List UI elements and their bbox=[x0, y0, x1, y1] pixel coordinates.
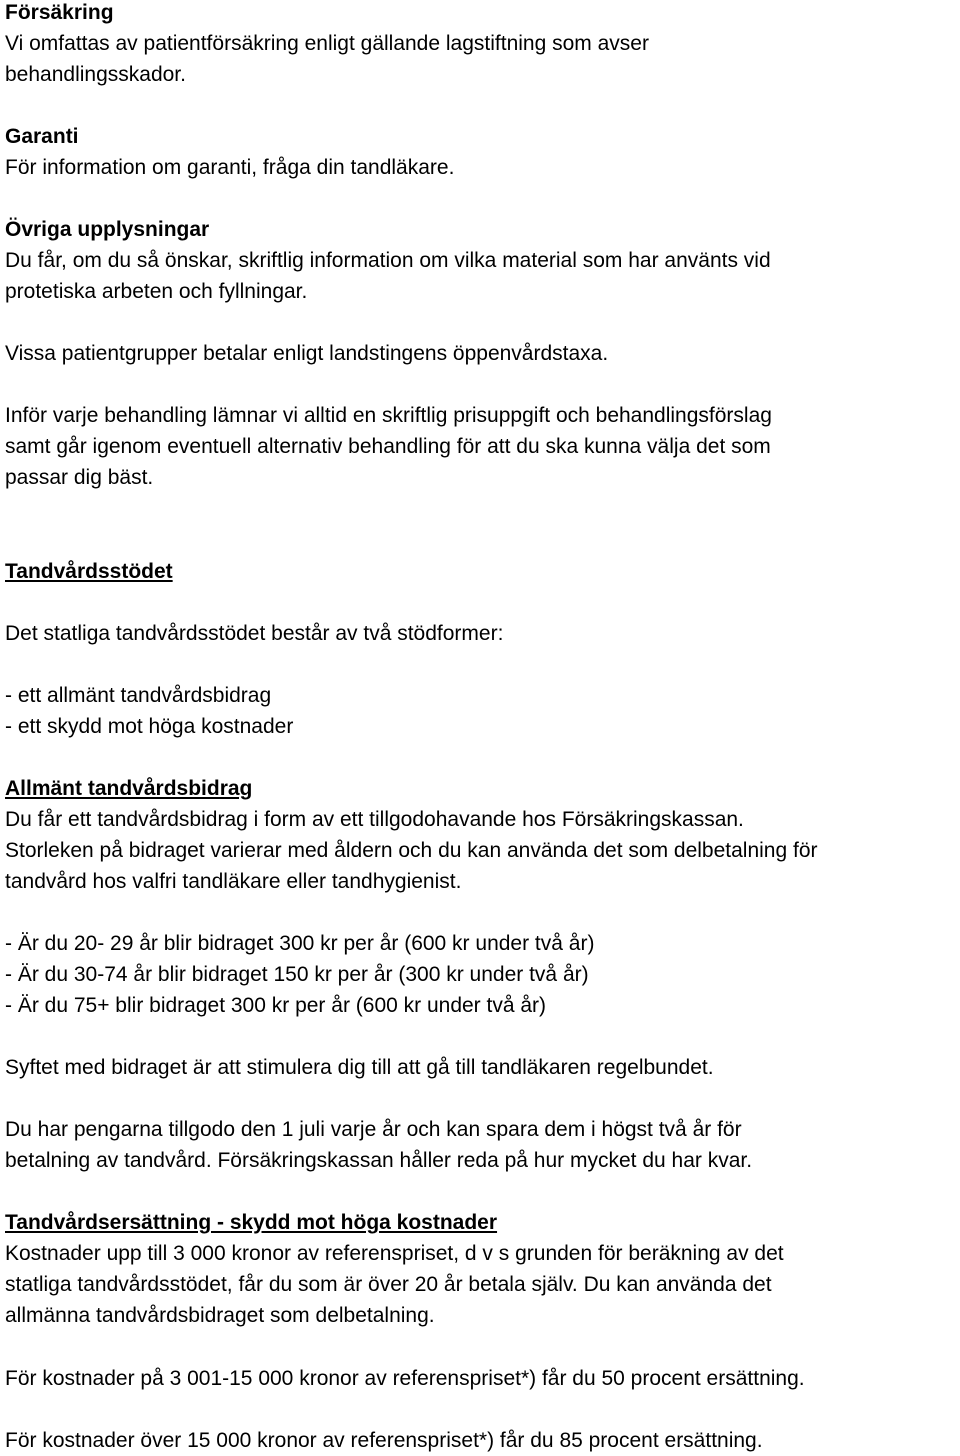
age-bracket-item: - Är du 30-74 år blir bidraget 150 kr per år (300 kr under två år) bbox=[5, 963, 589, 986]
ersattning-line-3: allmänna tandvårdsbidraget som delbetalning. bbox=[5, 1304, 435, 1327]
heading-tandvardsstodet: Tandvårdsstödet bbox=[5, 560, 173, 583]
tandvardsstodet-intro: Det statliga tandvårdsstödet består av två stödformer: bbox=[5, 622, 504, 645]
allmant-line-2: Storleken på bidraget varierar med åldern och du kan använda det som delbetalning för bbox=[5, 839, 818, 862]
vissa-patientgrupper-line: Vissa patientgrupper betalar enligt landstingens öppenvårdstaxa. bbox=[5, 342, 609, 365]
ersattning-line-2: statliga tandvårdsstödet, får du som är över 20 år betala själv. Du kan använda det bbox=[5, 1273, 772, 1296]
heading-allmant-tandvardsbidrag: Allmänt tandvårdsbidrag bbox=[5, 777, 253, 800]
age-bracket-item: - Är du 75+ blir bidraget 300 kr per år (600 kr under två år) bbox=[5, 994, 547, 1017]
garanti-line-1: För information om garanti, fråga din tandläkare. bbox=[5, 156, 455, 179]
ovriga-line-2: protetiska arbeten och fyllningar. bbox=[5, 280, 308, 303]
stodform-list-item: - ett allmänt tandvårdsbidrag bbox=[5, 684, 272, 707]
infor-line-3: passar dig bäst. bbox=[5, 466, 154, 489]
infor-line-2: samt går igenom eventuell alternativ behandling för att du ska kunna välja det som bbox=[5, 435, 771, 458]
stodform-list-item: - ett skydd mot höga kostnader bbox=[5, 715, 294, 738]
heading-garanti: Garanti bbox=[5, 125, 79, 148]
heading-forsakring: Försäkring bbox=[5, 1, 114, 24]
ersattning-tier-50: För kostnader på 3 001-15 000 kronor av referenspriset*) får du 50 procent ersättning. bbox=[5, 1367, 805, 1390]
pengarna-line-2: betalning av tandvård. Försäkringskassan håller reda på hur mycket du har kvar. bbox=[5, 1149, 753, 1172]
heading-tandvardsersattning: Tandvårdsersättning - skydd mot höga kostnader bbox=[5, 1211, 498, 1234]
allmant-line-3: tandvård hos valfri tandläkare eller tandhygienist. bbox=[5, 870, 462, 893]
ovriga-line-1: Du får, om du så önskar, skriftlig information om vilka material som har använts vid bbox=[5, 249, 771, 272]
heading-ovriga-upplysningar: Övriga upplysningar bbox=[5, 218, 210, 241]
allmant-line-1: Du får ett tandvårdsbidrag i form av ett tillgodohavande hos Försäkringskassan. bbox=[5, 808, 744, 831]
syftet-line: Syftet med bidraget är att stimulera dig till att gå till tandläkaren regelbundet. bbox=[5, 1056, 714, 1079]
forsakring-line-2: behandlingsskador. bbox=[5, 63, 186, 86]
infor-line-1: Inför varje behandling lämnar vi alltid en skriftlig prisuppgift och behandlingsförslag bbox=[5, 404, 772, 427]
ersattning-tier-85: För kostnader över 15 000 kronor av referenspriset*) får du 85 procent ersättning. bbox=[5, 1429, 763, 1452]
pengarna-line-1: Du har pengarna tillgodo den 1 juli varje år och kan spara dem i högst två år för bbox=[5, 1118, 742, 1141]
forsakring-line-1: Vi omfattas av patientförsäkring enligt gällande lagstiftning som avser bbox=[5, 32, 649, 55]
ersattning-line-1: Kostnader upp till 3 000 kronor av referenspriset, d v s grunden för beräkning av det bbox=[5, 1242, 784, 1265]
age-bracket-item: - Är du 20- 29 år blir bidraget 300 kr per år (600 kr under två år) bbox=[5, 932, 595, 955]
